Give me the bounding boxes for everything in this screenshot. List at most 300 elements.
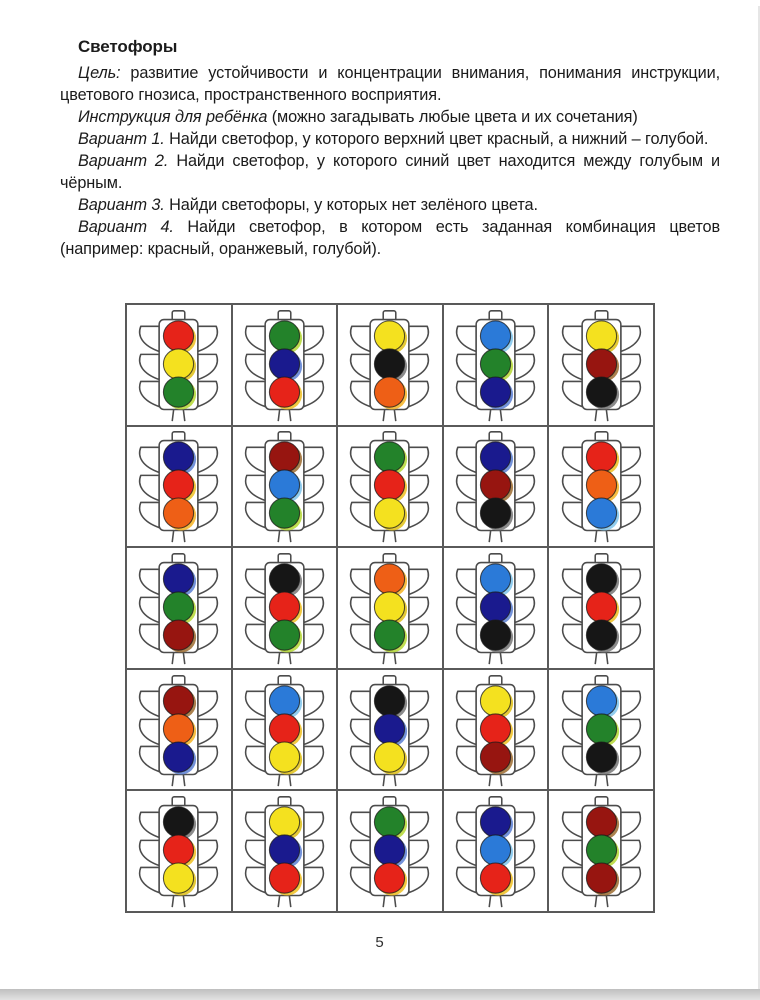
- lamp-legs: [173, 531, 186, 543]
- light-bottom: [481, 377, 511, 407]
- traffic-light-icon: [127, 427, 230, 545]
- light-top: [164, 564, 194, 594]
- lamp-legs: [278, 774, 291, 786]
- visor-left: [140, 381, 160, 406]
- traffic-light-cell: [548, 790, 654, 912]
- traffic-light-cell: [443, 426, 549, 548]
- visor-right: [515, 326, 535, 351]
- visor-left: [246, 476, 266, 501]
- light-middle: [481, 835, 511, 865]
- lamp-legs: [595, 896, 608, 908]
- page-title: Светофоры: [78, 37, 178, 56]
- visor-left: [246, 719, 266, 744]
- visor-left: [562, 476, 582, 501]
- light-middle: [375, 592, 405, 622]
- visor-right: [621, 719, 641, 744]
- visor-left: [246, 868, 266, 893]
- visor-right: [515, 812, 535, 837]
- visor-left: [140, 691, 160, 716]
- visor-left: [562, 448, 582, 473]
- visor-left: [140, 476, 160, 501]
- light-bottom: [375, 863, 405, 893]
- light-middle: [481, 714, 511, 744]
- visor-right: [409, 448, 429, 473]
- visor-right: [621, 746, 641, 771]
- light-bottom: [375, 620, 405, 650]
- visor-left: [351, 624, 371, 649]
- light-top: [269, 685, 299, 715]
- visor-left: [140, 326, 160, 351]
- scan-edge-bottom: [0, 989, 760, 1000]
- visor-right: [515, 476, 535, 501]
- visor-right: [621, 381, 641, 406]
- visor-left: [140, 719, 160, 744]
- paragraph-lead: Вариант 4.: [78, 218, 174, 236]
- light-top: [481, 321, 511, 351]
- visor-left: [562, 691, 582, 716]
- light-bottom: [269, 863, 299, 893]
- visor-left: [246, 691, 266, 716]
- visor-right: [304, 569, 324, 594]
- lamp-legs: [173, 896, 186, 908]
- visor-right: [198, 381, 218, 406]
- light-middle: [269, 349, 299, 379]
- visor-left: [140, 569, 160, 594]
- visor-right: [515, 841, 535, 866]
- light-bottom: [481, 498, 511, 528]
- visor-right: [304, 354, 324, 379]
- lamp-legs: [278, 652, 291, 664]
- traffic-light-icon: [338, 792, 441, 910]
- visor-left: [457, 503, 477, 528]
- visor-right: [198, 746, 218, 771]
- light-bottom: [586, 498, 616, 528]
- traffic-light-cell: [232, 426, 338, 548]
- lamp-legs: [489, 409, 502, 421]
- light-bottom: [269, 742, 299, 772]
- light-middle: [586, 470, 616, 500]
- light-bottom: [586, 863, 616, 893]
- visor-right: [515, 868, 535, 893]
- traffic-light-cell: [232, 547, 338, 669]
- visor-right: [515, 354, 535, 379]
- visor-left: [351, 719, 371, 744]
- light-middle: [269, 592, 299, 622]
- visor-right: [304, 746, 324, 771]
- visor-right: [409, 719, 429, 744]
- paragraph-text: (можно загадывать любые цвета и их сочетания): [267, 108, 638, 126]
- traffic-light-icon: [550, 671, 653, 789]
- visor-right: [409, 597, 429, 622]
- light-middle: [164, 714, 194, 744]
- visor-left: [351, 326, 371, 351]
- visor-right: [304, 448, 324, 473]
- visor-right: [304, 381, 324, 406]
- visor-right: [409, 354, 429, 379]
- visor-left: [140, 597, 160, 622]
- light-top: [481, 807, 511, 837]
- light-top: [375, 564, 405, 594]
- light-bottom: [586, 620, 616, 650]
- visor-left: [140, 503, 160, 528]
- traffic-light-cell: [232, 304, 338, 426]
- light-middle: [375, 835, 405, 865]
- paragraph-lead: Инструкция для ребёнка: [78, 108, 268, 126]
- traffic-light-icon: [233, 671, 336, 789]
- visor-left: [246, 503, 266, 528]
- visor-right: [621, 868, 641, 893]
- light-top: [481, 564, 511, 594]
- visor-right: [515, 719, 535, 744]
- paragraph-text: развитие устойчивости и концентрации внимания, понимания инструкции, цветового гнозиса, пространственного восприятия.: [60, 64, 720, 104]
- traffic-light-icon: [338, 671, 441, 789]
- visor-left: [246, 841, 266, 866]
- visor-right: [409, 812, 429, 837]
- visor-right: [304, 812, 324, 837]
- traffic-light-cell: [443, 790, 549, 912]
- paragraph-text: Найди светофор, в котором есть заданная комбинация цветов (например: красный, оранжевый, голубой).: [60, 218, 721, 258]
- visor-left: [562, 503, 582, 528]
- traffic-light-cell: [443, 304, 549, 426]
- visor-left: [246, 597, 266, 622]
- traffic-light-icon: [444, 549, 547, 667]
- light-middle: [481, 470, 511, 500]
- paragraph-instruction: [60, 106, 720, 128]
- paragraph-lead: Вариант 2.: [78, 152, 169, 170]
- visor-left: [351, 503, 371, 528]
- visor-left: [351, 746, 371, 771]
- traffic-light-icon: [444, 792, 547, 910]
- visor-right: [304, 624, 324, 649]
- visor-right: [409, 326, 429, 351]
- visor-left: [562, 354, 582, 379]
- lamp-legs: [384, 896, 397, 908]
- light-top: [375, 442, 405, 472]
- visor-right: [198, 476, 218, 501]
- visor-right: [304, 476, 324, 501]
- light-bottom: [269, 498, 299, 528]
- light-bottom: [586, 742, 616, 772]
- text-block: [60, 36, 720, 260]
- traffic-light-cell: [126, 669, 232, 791]
- light-top: [164, 321, 194, 351]
- visor-right: [198, 719, 218, 744]
- lamp-legs: [595, 409, 608, 421]
- light-bottom: [375, 377, 405, 407]
- light-bottom: [481, 620, 511, 650]
- visor-left: [246, 448, 266, 473]
- lamp-legs: [173, 652, 186, 664]
- visor-left: [140, 841, 160, 866]
- lamp-legs: [489, 774, 502, 786]
- traffic-light-icon: [233, 306, 336, 424]
- page-number: 5: [375, 934, 385, 951]
- visor-right: [621, 354, 641, 379]
- visor-right: [515, 381, 535, 406]
- traffic-light-icon: [233, 549, 336, 667]
- visor-left: [140, 354, 160, 379]
- visor-right: [621, 476, 641, 501]
- paragraph-text: Найди светофор, у которого верхний цвет красный, а нижний – голубой.: [164, 130, 709, 148]
- paragraph-lead: Цель:: [78, 64, 121, 82]
- light-middle: [375, 470, 405, 500]
- visor-right: [621, 597, 641, 622]
- visor-right: [198, 503, 218, 528]
- visor-right: [621, 812, 641, 837]
- lamp-legs: [384, 409, 397, 421]
- light-bottom: [164, 620, 194, 650]
- visor-right: [198, 868, 218, 893]
- light-top: [586, 442, 616, 472]
- visor-right: [198, 841, 218, 866]
- visor-left: [562, 624, 582, 649]
- paragraph-lead: Вариант 1.: [78, 130, 165, 148]
- light-top: [586, 564, 616, 594]
- light-bottom: [164, 863, 194, 893]
- traffic-light-icon: [444, 306, 547, 424]
- paragraph-text: Найди светофор, у которого синий цвет находится между голубым и чёрным.: [60, 152, 720, 192]
- visor-left: [351, 476, 371, 501]
- visor-right: [198, 326, 218, 351]
- visor-left: [351, 868, 371, 893]
- visor-left: [457, 354, 477, 379]
- light-middle: [586, 349, 616, 379]
- lamp-legs: [595, 652, 608, 664]
- visor-left: [246, 381, 266, 406]
- light-top: [481, 442, 511, 472]
- traffic-light-icon: [444, 427, 547, 545]
- visor-right: [621, 569, 641, 594]
- visor-right: [621, 691, 641, 716]
- visor-left: [562, 719, 582, 744]
- lamp-legs: [384, 774, 397, 786]
- lamp-legs: [384, 652, 397, 664]
- lamp-legs: [384, 531, 397, 543]
- visor-left: [457, 597, 477, 622]
- traffic-light-icon: [550, 306, 653, 424]
- light-top: [269, 564, 299, 594]
- traffic-light-icon: [127, 306, 230, 424]
- visor-right: [621, 841, 641, 866]
- lamp-legs: [489, 896, 502, 908]
- visor-left: [351, 812, 371, 837]
- visor-right: [304, 691, 324, 716]
- visor-left: [140, 624, 160, 649]
- visor-left: [351, 841, 371, 866]
- traffic-light-cell: [126, 547, 232, 669]
- light-top: [269, 807, 299, 837]
- visor-left: [562, 841, 582, 866]
- visor-right: [409, 691, 429, 716]
- visor-left: [457, 624, 477, 649]
- lamp-legs: [278, 896, 291, 908]
- visor-left: [140, 746, 160, 771]
- light-middle: [586, 592, 616, 622]
- traffic-light-icon: [233, 792, 336, 910]
- lamp-legs: [489, 652, 502, 664]
- light-bottom: [481, 742, 511, 772]
- visor-right: [515, 503, 535, 528]
- visor-left: [246, 569, 266, 594]
- traffic-light-cell: [337, 426, 443, 548]
- traffic-light-icon: [550, 549, 653, 667]
- light-middle: [164, 349, 194, 379]
- visor-left: [457, 691, 477, 716]
- light-top: [375, 685, 405, 715]
- visor-left: [351, 354, 371, 379]
- lamp-legs: [173, 409, 186, 421]
- visor-right: [198, 691, 218, 716]
- visor-left: [457, 326, 477, 351]
- paragraph-text: Найди светофоры, у которых нет зелёного цвета.: [164, 196, 538, 214]
- light-top: [586, 807, 616, 837]
- visor-right: [198, 569, 218, 594]
- visor-right: [409, 624, 429, 649]
- light-middle: [586, 714, 616, 744]
- lamp-legs: [173, 774, 186, 786]
- visor-left: [351, 381, 371, 406]
- visor-right: [409, 381, 429, 406]
- visor-right: [409, 746, 429, 771]
- light-bottom: [164, 498, 194, 528]
- visor-right: [198, 448, 218, 473]
- visor-left: [457, 381, 477, 406]
- visor-right: [409, 503, 429, 528]
- visor-right: [198, 597, 218, 622]
- traffic-light-icon: [338, 427, 441, 545]
- visor-left: [246, 812, 266, 837]
- visor-left: [562, 812, 582, 837]
- visor-right: [198, 812, 218, 837]
- visor-left: [562, 597, 582, 622]
- visor-right: [515, 691, 535, 716]
- visor-right: [409, 476, 429, 501]
- visor-right: [304, 719, 324, 744]
- visor-left: [457, 448, 477, 473]
- visor-left: [562, 569, 582, 594]
- paragraph-variant-4: [60, 216, 720, 260]
- visor-right: [515, 597, 535, 622]
- lamp-legs: [278, 531, 291, 543]
- traffic-light-icon: [127, 792, 230, 910]
- traffic-light-cell: [443, 669, 549, 791]
- light-top: [164, 442, 194, 472]
- lamp-legs: [489, 531, 502, 543]
- traffic-light-icon: [444, 671, 547, 789]
- light-top: [269, 442, 299, 472]
- visor-left: [351, 569, 371, 594]
- traffic-light-cell: [337, 547, 443, 669]
- traffic-light-cell: [337, 304, 443, 426]
- light-bottom: [164, 742, 194, 772]
- lamp-legs: [595, 531, 608, 543]
- traffic-light-cell: [337, 790, 443, 912]
- traffic-light-cell: [548, 304, 654, 426]
- light-top: [269, 321, 299, 351]
- traffic-light-cell: [126, 426, 232, 548]
- light-middle: [269, 835, 299, 865]
- visor-right: [621, 326, 641, 351]
- light-bottom: [375, 742, 405, 772]
- light-top: [164, 807, 194, 837]
- light-bottom: [481, 863, 511, 893]
- traffic-light-cell: [126, 304, 232, 426]
- visor-right: [304, 326, 324, 351]
- light-top: [586, 321, 616, 351]
- paragraph-variant-2: [60, 150, 720, 194]
- light-middle: [481, 349, 511, 379]
- visor-left: [457, 812, 477, 837]
- traffic-light-icon: [338, 549, 441, 667]
- paragraph-lead: Вариант 3.: [78, 196, 165, 214]
- visor-left: [351, 448, 371, 473]
- light-top: [375, 807, 405, 837]
- visor-right: [409, 868, 429, 893]
- visor-left: [562, 746, 582, 771]
- traffic-light-cell: [232, 790, 338, 912]
- light-bottom: [586, 377, 616, 407]
- traffic-light-icon: [127, 671, 230, 789]
- visor-left: [562, 868, 582, 893]
- visor-left: [246, 624, 266, 649]
- traffic-light-cell: [548, 669, 654, 791]
- traffic-light-icon: [127, 549, 230, 667]
- paragraph-variant-3: [60, 194, 720, 216]
- visor-right: [304, 841, 324, 866]
- visor-left: [457, 841, 477, 866]
- traffic-light-cell: [548, 547, 654, 669]
- visor-left: [457, 476, 477, 501]
- light-middle: [164, 592, 194, 622]
- visor-right: [409, 841, 429, 866]
- traffic-light-grid: [125, 303, 655, 913]
- light-bottom: [164, 377, 194, 407]
- traffic-light-cell: [126, 790, 232, 912]
- lamp-legs: [595, 774, 608, 786]
- light-middle: [269, 470, 299, 500]
- light-middle: [164, 835, 194, 865]
- light-bottom: [269, 377, 299, 407]
- traffic-light-cell: [337, 669, 443, 791]
- light-middle: [164, 470, 194, 500]
- traffic-light-cell: [548, 426, 654, 548]
- visor-left: [562, 326, 582, 351]
- visor-right: [409, 569, 429, 594]
- traffic-light-cell: [443, 547, 549, 669]
- visor-right: [621, 448, 641, 473]
- light-middle: [375, 349, 405, 379]
- light-top: [586, 685, 616, 715]
- visor-left: [457, 868, 477, 893]
- visor-right: [515, 569, 535, 594]
- light-top: [164, 685, 194, 715]
- visor-left: [246, 326, 266, 351]
- paragraph-goal: [60, 62, 720, 106]
- visor-right: [198, 354, 218, 379]
- visor-right: [621, 503, 641, 528]
- traffic-light-icon: [550, 427, 653, 545]
- light-top: [481, 685, 511, 715]
- visor-right: [304, 597, 324, 622]
- visor-left: [457, 746, 477, 771]
- visor-right: [304, 503, 324, 528]
- traffic-light-icon: [233, 427, 336, 545]
- light-middle: [586, 835, 616, 865]
- lamp-legs: [278, 409, 291, 421]
- traffic-light-icon: [338, 306, 441, 424]
- visor-left: [351, 597, 371, 622]
- visor-right: [198, 624, 218, 649]
